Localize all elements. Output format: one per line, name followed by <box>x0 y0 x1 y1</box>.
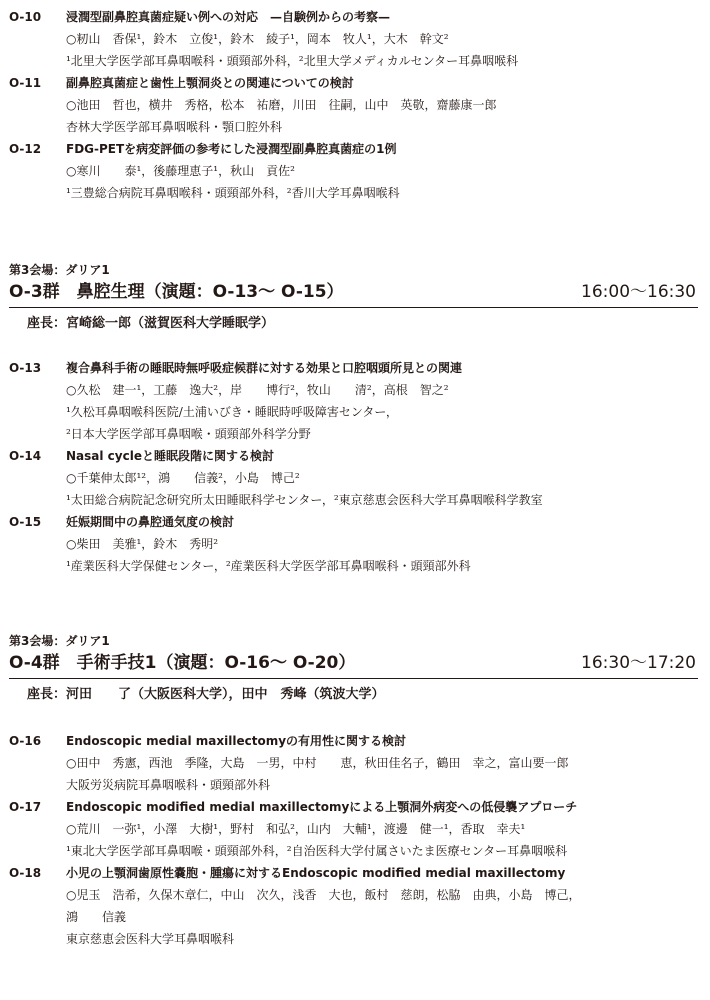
presentation-affiliation: ¹東北大学医学部耳鼻咽喉・頭頸部外科，²自治医科大学付属さいたま医療センター耳鼻咽喉科 <box>66 844 568 858</box>
presentation-authors: ○池田 哲也，横井 秀格，松本 祐磨，川田 往嗣，山中 英敬，齋藤康一郎 <box>66 98 497 112</box>
presentation-authors: 鴻 信義 <box>66 910 127 924</box>
presentation-affiliation: ¹北里大学医学部耳鼻咽喉科・頭頸部外科，²北里大学メディカルセンター耳鼻咽喉科 <box>66 54 519 68</box>
presentation-title: 複合鼻科手術の睡眠時無呼吸症候群に対する効果と口腔咽頭所見との関連 <box>66 361 463 375</box>
session-chair: 座長：宮崎総一郎（滋賀医科大学睡眠学） <box>27 316 275 331</box>
presentation-title: 副鼻腔真菌症と歯性上顎洞炎との関連についての検討 <box>66 76 354 90</box>
presentation-o-16 <box>0 730 710 792</box>
session-divider <box>9 307 698 308</box>
presentation-title: 浸潤型副鼻腔真菌症疑い例への対応 —自験例からの考察— <box>66 10 391 24</box>
presentation-affiliation: ¹産業医科大学保健センター，²産業医科大学医学部耳鼻咽喉科・頭頸部外科 <box>66 559 471 573</box>
presentation-authors: ○寒川 泰¹，後藤理恵子¹，秋山 貢佐² <box>66 164 295 178</box>
presentation-affiliation: ²日本大学医学部耳鼻咽喉・頭頸部外科学分野 <box>66 427 311 441</box>
presentation-title: Nasal cycleと睡眠段階に関する検討 <box>66 449 274 463</box>
presentation-o-17 <box>0 796 710 858</box>
presentation-affiliation: 大阪労災病院耳鼻咽喉科・頭頸部外科 <box>66 778 271 792</box>
presentation-authors: ○柴田 美雅¹，鈴木 秀明² <box>66 537 219 551</box>
presentation-id: O-12 <box>9 142 42 156</box>
presentation-o-11 <box>0 72 710 134</box>
presentation-authors: ○久松 建一¹，工藤 逸大²，岸 博行²，牧山 清²，高根 智之² <box>66 383 449 397</box>
presentation-o-15 <box>0 511 710 573</box>
presentation-id: O-13 <box>9 361 42 375</box>
presentation-id: O-17 <box>9 800 42 814</box>
presentation-affiliation: ¹久松耳鼻咽喉科医院/土浦いびき・睡眠時呼吸障害センター， <box>66 405 398 419</box>
presentation-affiliation: ¹太田総合病院記念研究所太田睡眠科学センター，²東京慈恵会医科大学耳鼻咽喉科学教室 <box>66 493 543 507</box>
presentation-id: O-18 <box>9 866 42 880</box>
session-chair: 座長：河田 了（大阪医科大学），田中 秀峰（筑波大学） <box>27 687 385 702</box>
presentation-id: O-11 <box>9 76 42 90</box>
presentation-authors: ○千葉伸太郎¹²，鴻 信義²，小島 博己² <box>66 471 300 485</box>
presentation-o-12 <box>0 138 710 200</box>
presentation-id: O-16 <box>9 734 42 748</box>
presentation-affiliation: 東京慈恵会医科大学耳鼻咽喉科 <box>66 932 235 946</box>
presentation-authors: ○荒川 一弥¹，小澤 大樹¹，野村 和弘²，山内 大輔¹，渡邊 健一¹，香取 幸夫¹ <box>66 822 526 836</box>
presentation-o-10 <box>0 6 710 68</box>
presentation-authors: ○籾山 香保¹，鈴木 立俊¹，鈴木 綾子¹，岡本 牧人¹，大木 幹文² <box>66 32 449 46</box>
session-time: 16:00〜16:30 <box>581 282 696 302</box>
presentation-authors: ○田中 秀憲，西池 季隆，大島 一男，中村 恵，秋田佳名子，鶴田 幸之，富山要一郎 <box>66 756 569 770</box>
presentation-id: O-15 <box>9 515 42 529</box>
presentation-title: Endoscopic modified medial maxillectomyによる上顎洞外病変への低侵襲アプローチ <box>66 800 578 814</box>
presentation-title: FDG-PETを病変評価の参考にした浸潤型副鼻腔真菌症の1例 <box>66 142 397 156</box>
session-heading: O-3群 鼻腔生理（演題：O-13〜 O-15） <box>9 282 344 302</box>
presentation-o-13 <box>0 357 710 441</box>
presentation-affiliation: 杏林大学医学部耳鼻咽喉科・顎口腔外科 <box>66 120 283 134</box>
presentation-o-18 <box>0 862 710 946</box>
session-venue: 第3会場：ダリア1 <box>9 634 110 648</box>
presentation-title: 妊娠期間中の鼻腔通気度の検討 <box>66 515 235 529</box>
session-venue: 第3会場：ダリア1 <box>9 263 110 277</box>
presentation-affiliation: ¹三豊総合病院耳鼻咽喉科・頭頸部外科，²香川大学耳鼻咽喉科 <box>66 186 400 200</box>
presentation-title: Endoscopic medial maxillectomyの有用性に関する検討 <box>66 734 407 748</box>
presentation-id: O-14 <box>9 449 42 463</box>
presentation-o-14 <box>0 445 710 507</box>
presentation-title: 小児の上顎洞歯原性嚢胞・腫瘍に対するEndoscopic modified medial maxillectomy <box>66 866 566 880</box>
session-divider <box>9 678 698 679</box>
presentation-id: O-10 <box>9 10 42 24</box>
session-heading: O-4群 手術手技1（演題：O-16〜 O-20） <box>9 653 356 673</box>
presentation-authors: ○児玉 浩希，久保木章仁，中山 次久，浅香 大也，飯村 慈朗，松脇 由典，小島 博己， <box>66 888 581 902</box>
session-time: 16:30〜17:20 <box>581 653 696 673</box>
